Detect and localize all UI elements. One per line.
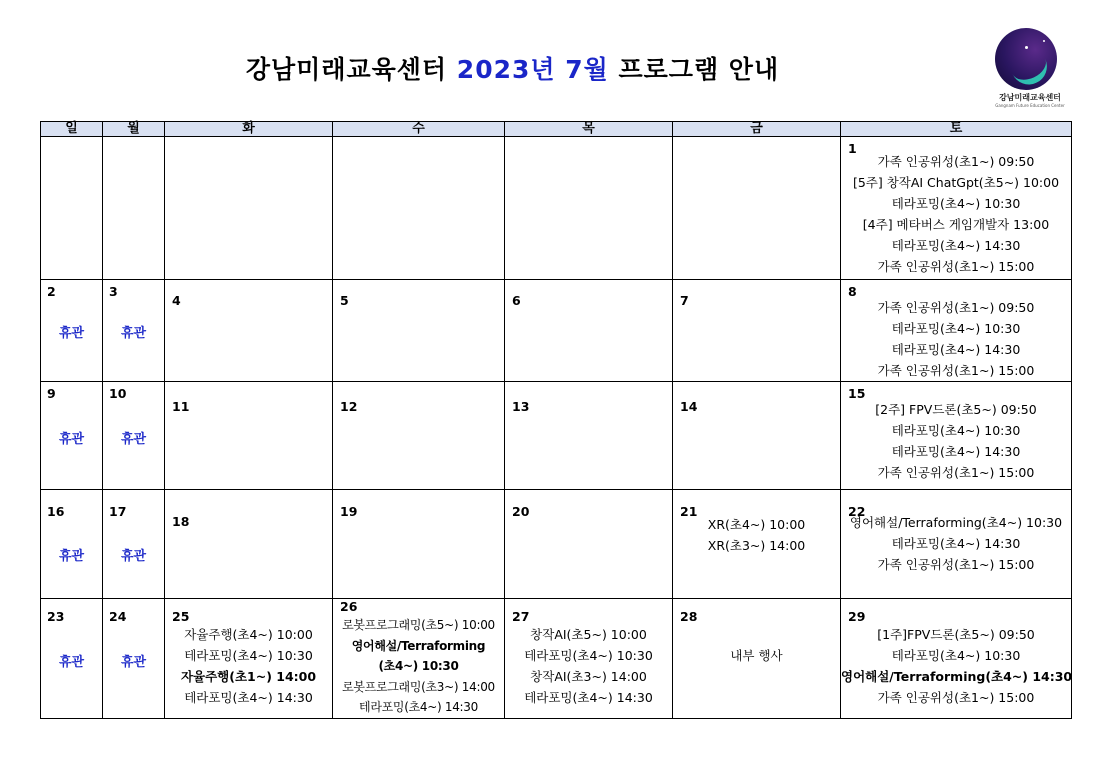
event-item: 영어해설/Terraforming — [351, 638, 486, 653]
event-item: 테라포밍(초4~) 10:30 — [184, 648, 313, 663]
logo-subtitle: Gangnam Future Education Center — [995, 103, 1065, 108]
week-row — [41, 280, 1072, 382]
closed-label: 휴관 — [120, 326, 147, 341]
event-list — [841, 151, 1071, 277]
event-list — [841, 399, 1071, 483]
day-cell — [165, 599, 333, 719]
event-item: XR(초3~) 14:00 — [707, 538, 806, 553]
day-cell — [841, 280, 1072, 382]
title-prefix: 강남미래교육센터 — [245, 55, 448, 84]
title-highlight: 2023년 7월 — [456, 55, 609, 84]
event-item: [1주]FPV드론(초5~) 09:50 — [877, 627, 1035, 642]
event-item: 테라포밍(초4~) 10:30 — [891, 423, 1021, 438]
event-item: 로봇프로그래밍(초3~) 14:00 — [342, 679, 495, 694]
event-item: 테라포밍(초4~) 14:30 — [891, 238, 1021, 253]
closed-label: 휴관 — [120, 549, 147, 564]
logo-name: 강남미래교육센터 — [999, 93, 1061, 102]
weekday-header-row — [41, 122, 1072, 137]
day-number: 16 — [47, 504, 65, 519]
day-cell — [103, 382, 165, 490]
day-number: 22 — [848, 504, 866, 519]
event-list — [673, 645, 840, 666]
event-item: 가족 인공위성(초1~) 15:00 — [877, 690, 1035, 705]
event-item: 가족 인공위성(초1~) 15:00 — [877, 557, 1035, 572]
weekday-header: 토 — [841, 122, 1072, 137]
day-cell — [41, 599, 103, 719]
day-number: 19 — [340, 504, 358, 519]
week-row — [41, 137, 1072, 280]
day-cell — [333, 382, 505, 490]
day-number: 9 — [47, 386, 56, 401]
day-cell — [841, 599, 1072, 719]
event-list — [841, 624, 1071, 708]
event-item: 테라포밍(초4~) 14:30 — [891, 444, 1021, 459]
weekday-header: 월 — [103, 122, 165, 137]
event-item: 내부 행사 — [730, 648, 783, 663]
page-title — [0, 50, 1025, 86]
event-item: 창작AI(초5~) 10:00 — [530, 627, 647, 642]
day-number: 2 — [47, 284, 56, 299]
week-row — [41, 382, 1072, 490]
event-item: [2주] FPV드론(초5~) 09:50 — [875, 402, 1037, 417]
day-number: 26 — [340, 599, 358, 614]
closed-label: 휴관 — [120, 432, 147, 447]
event-item: 가족 인공위성(초1~) 09:50 — [877, 154, 1035, 169]
logo-emblem-icon — [995, 28, 1057, 90]
day-cell — [41, 137, 103, 280]
event-item: 테라포밍(초4~) 14:30 — [184, 690, 313, 705]
event-item: 테라포밍(초4~) 10:30 — [524, 648, 653, 663]
weekday-header: 화 — [165, 122, 333, 137]
day-number: 6 — [512, 293, 521, 308]
day-cell — [41, 280, 103, 382]
day-cell — [165, 137, 333, 280]
event-item: XR(초4~) 10:00 — [707, 517, 806, 532]
day-cell — [505, 280, 673, 382]
closed-label: 휴관 — [58, 326, 85, 341]
day-number: 11 — [172, 399, 190, 414]
day-number: 21 — [680, 504, 698, 519]
day-number: 29 — [848, 609, 866, 624]
event-list — [505, 624, 672, 708]
event-list — [841, 512, 1071, 575]
event-item: 영어해설/Terraforming(초4~) 14:30 — [841, 669, 1073, 684]
day-cell — [333, 599, 505, 719]
event-list — [333, 615, 504, 718]
event-item: 테라포밍(초4~) 10:30 — [891, 321, 1021, 336]
day-cell — [333, 137, 505, 280]
day-cell — [841, 490, 1072, 599]
day-number: 20 — [512, 504, 530, 519]
day-number: 4 — [172, 293, 181, 308]
day-cell — [333, 280, 505, 382]
weekday-header: 일 — [41, 122, 103, 137]
event-item: 자율주행(초1~) 14:00 — [180, 669, 317, 684]
day-cell — [333, 490, 505, 599]
event-item: 가족 인공위성(초1~) 09:50 — [877, 300, 1035, 315]
day-cell — [673, 382, 841, 490]
closed-label: 휴관 — [120, 655, 147, 670]
weekday-header: 목 — [505, 122, 673, 137]
day-cell — [673, 280, 841, 382]
weekday-header: 금 — [673, 122, 841, 137]
day-cell — [673, 137, 841, 280]
title-suffix: 프로그램 안내 — [618, 55, 780, 84]
day-number: 15 — [848, 386, 866, 401]
event-item: 가족 인공위성(초1~) 15:00 — [877, 259, 1035, 274]
week-row — [41, 599, 1072, 719]
day-number: 10 — [109, 386, 127, 401]
day-number: 3 — [109, 284, 118, 299]
day-number: 5 — [340, 293, 349, 308]
event-list — [673, 514, 840, 556]
week-row — [41, 490, 1072, 599]
closed-label: 휴관 — [58, 655, 85, 670]
center-logo — [985, 28, 1077, 110]
day-number: 25 — [172, 609, 190, 624]
day-number: 17 — [109, 504, 127, 519]
day-number: 1 — [848, 141, 857, 156]
day-cell — [103, 137, 165, 280]
closed-label: 휴관 — [58, 549, 85, 564]
event-item: 테라포밍(초4~) 14:30 — [359, 700, 478, 714]
event-item: 가족 인공위성(초1~) 15:00 — [877, 363, 1035, 378]
event-item: 테라포밍(초4~) 10:30 — [891, 648, 1021, 663]
day-cell — [103, 490, 165, 599]
day-cell — [41, 490, 103, 599]
weekday-header: 수 — [333, 122, 505, 137]
day-cell — [165, 382, 333, 490]
day-cell — [165, 490, 333, 599]
event-item: 가족 인공위성(초1~) 15:00 — [877, 465, 1035, 480]
event-item: [5주] 창작AI ChatGpt(초5~) 10:00 — [852, 175, 1060, 190]
day-number: 27 — [512, 609, 530, 624]
event-list — [841, 297, 1071, 381]
day-number: 18 — [172, 514, 190, 529]
event-item: 테라포밍(초4~) 14:30 — [891, 342, 1021, 357]
event-item: 로봇프로그래밍(초5~) 10:00 — [342, 618, 495, 632]
closed-label: 휴관 — [58, 432, 85, 447]
day-cell — [841, 382, 1072, 490]
day-number: 8 — [848, 284, 857, 299]
event-item: [4주] 메타버스 게임개발자 13:00 — [862, 217, 1050, 232]
day-number: 23 — [47, 609, 65, 624]
day-cell — [673, 599, 841, 719]
day-cell — [841, 137, 1072, 280]
day-cell — [505, 382, 673, 490]
day-number: 12 — [340, 399, 358, 414]
event-item: 테라포밍(초4~) 14:30 — [891, 536, 1021, 551]
event-item: 영어해설/Terraforming(초4~) 10:30 — [849, 515, 1063, 530]
event-item: 창작AI(초3~) 14:00 — [530, 669, 647, 684]
event-list — [165, 624, 332, 708]
day-number: 28 — [680, 609, 698, 624]
day-number: 13 — [512, 399, 530, 414]
day-number: 14 — [680, 399, 698, 414]
day-number: 24 — [109, 609, 127, 624]
day-cell — [41, 382, 103, 490]
day-cell — [103, 599, 165, 719]
event-item: 테라포밍(초4~) 14:30 — [524, 690, 653, 705]
calendar-table — [40, 121, 1072, 719]
day-number: 7 — [680, 293, 689, 308]
day-cell — [165, 280, 333, 382]
event-item: 테라포밍(초4~) 10:30 — [891, 196, 1021, 211]
day-cell — [505, 137, 673, 280]
day-cell — [505, 490, 673, 599]
day-cell — [103, 280, 165, 382]
event-item: (초4~) 10:30 — [378, 659, 459, 673]
day-cell — [505, 599, 673, 719]
event-item: 자율주행(초4~) 10:00 — [184, 627, 313, 642]
day-cell — [673, 490, 841, 599]
